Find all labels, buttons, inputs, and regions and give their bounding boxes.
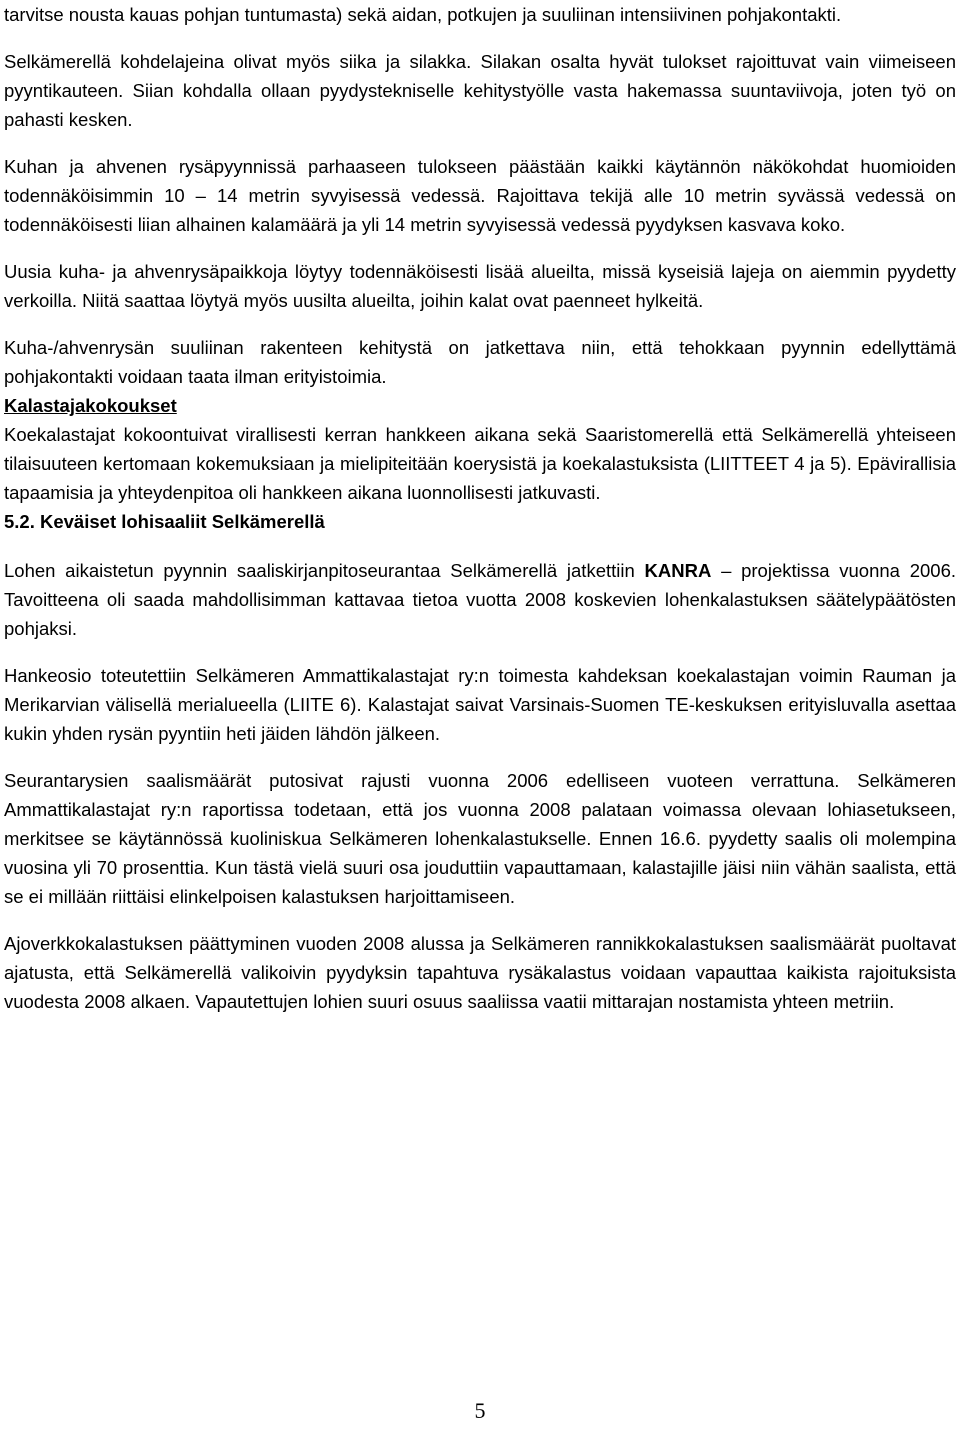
- paragraph-intro-continuation: tarvitse nousta kauas pohjan tuntumasta) sekä aidan, potkujen ja suuliinan intensiivinen pohjakontakti.: [4, 4, 842, 25]
- paragraph-driftnet-end: Ajoverkkokalastuksen päättyminen vuoden 2008 alussa ja Selkämeren rannikkokalastuksen saalismäärät puoltavat ajatusta, että Selkämerellä valikoivin pyydyksin tapahtuva rysäkalastus voidaan vapauttaa kaikista rajoituksista vuodesta 2008 alkaen. Vapautettujen lohien suuri osuus saaliissa vaatii mittarajan nostamista yhteen metriin.: [4, 933, 956, 1012]
- paragraph-fisher-meetings: Koekalastajat kokoontuivat virallisesti kerran hankkeen aikana sekä Saaristomerellä että Selkämerellä yhteiseen tilaisuuteen kertomaan kokemuksiaan ja mielipiteitään koerysistä ja koekalastuksista (LIITTEET 4 ja 5). Epävirallisia tapaamisia ja yhteydenpitoa oli hankkeen aikana luonnollisesti jatkuvasti.: [4, 424, 956, 503]
- paragraph-new-trap-locations: Uusia kuha- ja ahvenrysäpaikkoja löytyy todennäköisesti lisää alueilta, missä kyseisiä lajeja on aiemmin pyydetty verkoilla. Niitä saattaa löytyä myös uusilta alueilta, joihin kalat ovat paenneet hylkeitä.: [4, 261, 956, 311]
- paragraph-kanra-project: [4, 556, 956, 643]
- paragraph-catch-decline: Seurantarysien saalismäärät putosivat rajusti vuonna 2006 edelliseen vuoteen verrattuna. Selkämeren Ammattikalastajat ry:n raportissa todetaan, että jos vuonna 2008 palataan voimassa olevaan lohiasetukseen, merkitsee se käytännössä kuoliniskua Selkämeren lohenkalastukselle. Ennen 16.6. pyydetty saalis oli molempina vuosina yli 70 prosenttia. Kun tästä vielä suuri osa jouduttiin vapauttamaan, kalastajille jäisi niin vähän saalista, että se ei millään riittäisi elinkelpoisen kalastuksen harjoittamiseen.: [4, 770, 956, 907]
- document-page: [4, 0, 956, 1016]
- kanra-text-before: Lohen aikaistetun pyynnin saaliskirjanpitoseurantaa Selkämerellä jatkettiin: [4, 560, 645, 581]
- section-title-5-2: 5.2. Keväiset lohisaaliit Selkämerellä: [4, 511, 325, 532]
- heading-kalastajakokoukset: Kalastajakokoukset: [4, 395, 177, 416]
- page-number: 5: [474, 1398, 486, 1423]
- kanra-text-after: – projektissa vuonna 2006. Tavoitteena oli saada mahdollisimman kattavaa tietoa vuotta 2008 koskevien lohenkalastuksen säätelypäätösten pohjaksi.: [4, 560, 956, 639]
- kanra-bold: KANRA: [644, 560, 712, 581]
- paragraph-trap-development: Kuha-/ahvenrysän suuliinan rakenteen kehitystä on jatkettava niin, että tehokkaan pyynnin edellyttämä pohjakontakti voidaan taata ilman erityistoimia.: [4, 337, 956, 387]
- paragraph-selkameri-species: Selkämerellä kohdelajeina olivat myös siika ja silakka. Silakan osalta hyvät tulokset rajoittuvat vain viimeiseen pyyntikauteen. Siian kohdalla ollaan pyydystekniselle kehitystyölle vasta hakemassa suuntaviivoja, joten työ on pahasti kesken.: [4, 51, 956, 130]
- paragraph-kuha-ahven-depth: Kuhan ja ahvenen rysäpyynnissä parhaaseen tulokseen päästään kaikki käytännön näkökohdat huomioiden todennäköisimmin 10 – 14 metrin syvyisessä vedessä. Rajoittava tekijä alle 10 metrin syvässä vedessä on todennäköisesti liian alhainen kalamäärä ja yli 14 metrin syvyisessä vedessä pyydyksen kasvava koko.: [4, 156, 956, 235]
- paragraph-project-execution: Hankeosio toteutettiin Selkämeren Ammattikalastajat ry:n toimesta kahdeksan koekalastajan voimin Rauman ja Merikarvian välisellä merialueella (LIITE 6). Kalastajat saivat Varsinais-Suomen TE-keskuksen erityisluvalla asettaa kukin yhden rysän pyyntiin heti jäiden lähdön jälkeen.: [4, 665, 956, 744]
